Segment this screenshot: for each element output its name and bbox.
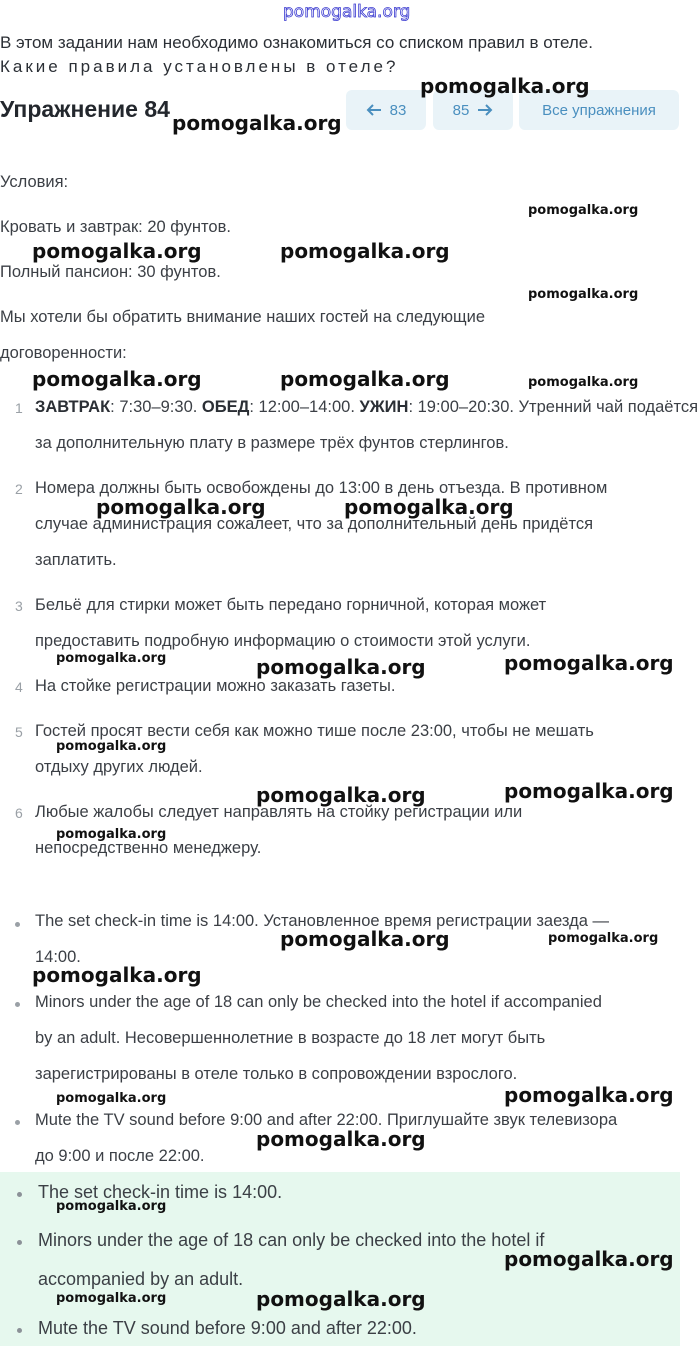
watermark: pomogalka.org — [56, 1291, 167, 1306]
green-answer-1: The set check-in time is 14:00. — [38, 1182, 283, 1202]
answer-1-line-2: 14:00. — [35, 948, 81, 966]
conditions-bb: Кровать и завтрак: 20 фунтов. — [0, 218, 231, 236]
green-answer-2-line-1: Minors under the age of 18 can only be checked into the hotel if — [38, 1230, 545, 1250]
watermark: pomogalka.org — [504, 779, 674, 803]
watermark: pomogalka.org — [548, 931, 659, 946]
arrow-left-icon — [366, 103, 382, 117]
green-answer-3: Mute the TV sound before 9:00 and after 22:00. — [38, 1318, 417, 1338]
intro-cut-text: Какие правила установлены в отеле? — [0, 57, 399, 76]
top-watermark: pomogalka.org — [283, 2, 411, 22]
watermark: pomogalka.org — [172, 111, 342, 135]
rule-number: 2 — [15, 481, 23, 497]
watermark: pomogalka.org — [528, 203, 639, 218]
watermark: pomogalka.org — [256, 1127, 426, 1151]
conditions-full: Полный пансион: 30 фунтов. — [0, 263, 221, 281]
watermark: pomogalka.org — [504, 1247, 674, 1271]
rule-3-line-1: Бельё для стирки может быть передано горничной, которая может — [35, 596, 547, 614]
rule-number: 6 — [15, 805, 23, 821]
answer-3-line-1: Mute the TV sound before 9:00 and after 22:00. Приглушайте звук телевизора — [35, 1111, 618, 1129]
bullet-icon — [15, 1120, 20, 1125]
prev-exercise-label: 83 — [389, 101, 407, 119]
rule-2-line-2: случае администрация сожалеет, что за дополнительный день придётся — [35, 515, 594, 533]
watermark: pomogalka.org — [96, 495, 266, 519]
rule-3-line-2: предоставить подробную информацию о стоимости этой услуги. — [35, 632, 531, 650]
rule-2-line-1: Номера должны быть освобождены до 13:00 в день отъезда. В противном — [35, 479, 608, 497]
watermark: pomogalka.org — [528, 287, 639, 302]
all-exercises-label: Все упражнения — [542, 101, 656, 119]
watermark: pomogalka.org — [280, 239, 450, 263]
watermark: pomogalka.org — [280, 927, 450, 951]
rule-4-line-1: На стойке регистрации можно заказать газеты. — [35, 677, 396, 695]
watermark: pomogalka.org — [32, 239, 202, 263]
watermark: pomogalka.org — [256, 783, 426, 807]
watermark: pomogalka.org — [528, 375, 639, 390]
watermark: pomogalka.org — [56, 1199, 167, 1214]
green-answer-2-line-2: accompanied by an adult. — [38, 1269, 244, 1289]
rule-5-line-1: Гостей просят вести себя как можно тише после 23:00, чтобы не мешать — [35, 722, 594, 740]
rule-number: 4 — [15, 679, 23, 695]
bullet-icon — [17, 1240, 22, 1245]
rule-6-line-1: Любые жалобы следует направлять на стойку регистрации или — [35, 803, 523, 821]
rule-number: 5 — [15, 724, 23, 740]
rule-number: 3 — [15, 598, 23, 614]
watermark: pomogalka.org — [56, 739, 167, 754]
answer-2-line-2: by an adult. Несовершеннолетние в возрасте до 18 лет могут быть — [35, 1029, 546, 1047]
rule-1-line-1: ЗАВТРАК: 7:30–9:30. ОБЕД: 12:00–14:00. УЖИН: 19:00–20:30. Утренний чай подаётся — [35, 398, 698, 416]
watermark: pomogalka.org — [504, 651, 674, 675]
rule-1-line-2: за дополнительную плату в размере трёх фунтов стерлингов. — [35, 434, 509, 452]
conditions-attention-2: договоренности: — [0, 344, 127, 362]
rule-6-line-2: непосредственно менеджеру. — [35, 839, 262, 857]
answer-1-line-1: The set check-in time is 14:00. Установленное время регистрации заезда — — [35, 912, 610, 930]
bullet-icon — [17, 1328, 22, 1333]
watermark: pomogalka.org — [56, 1091, 167, 1106]
watermark: pomogalka.org — [56, 827, 167, 842]
next-exercise-label: 85 — [452, 101, 470, 119]
answer-3-line-2: до 9:00 и после 22:00. — [35, 1147, 205, 1165]
conditions-attention-1: Мы хотели бы обратить внимание наших гостей на следующие — [0, 308, 486, 326]
answer-2-line-3: зарегистрированы в отеле только в сопровождении взрослого. — [35, 1065, 518, 1083]
watermark: pomogalka.org — [420, 74, 590, 98]
rule-2-line-3: заплатить. — [35, 551, 117, 569]
page-title: Упражнение 84 — [0, 96, 170, 122]
bullet-icon — [15, 1002, 20, 1007]
watermark: pomogalka.org — [32, 963, 202, 987]
bullet-icon — [15, 922, 20, 927]
answer-2-line-1: Minors under the age of 18 can only be checked into the hotel if accompanied — [35, 993, 602, 1011]
rule-5-line-2: отдыху других людей. — [35, 758, 203, 776]
intro-text: В этом задании нам необходимо ознакомиться со списком правил в отеле. — [0, 33, 593, 52]
conditions-heading: Условия: — [0, 173, 69, 191]
watermark: pomogalka.org — [56, 651, 167, 666]
watermark: pomogalka.org — [32, 367, 202, 391]
watermark: pomogalka.org — [256, 1287, 426, 1311]
rule-number: 1 — [15, 400, 23, 416]
watermark: pomogalka.org — [344, 495, 514, 519]
bullet-icon — [17, 1192, 22, 1197]
prev-exercise-button[interactable] — [346, 90, 426, 130]
watermark: pomogalka.org — [504, 1083, 674, 1107]
watermark: pomogalka.org — [280, 367, 450, 391]
arrow-right-icon — [477, 103, 493, 117]
watermark: pomogalka.org — [256, 655, 426, 679]
